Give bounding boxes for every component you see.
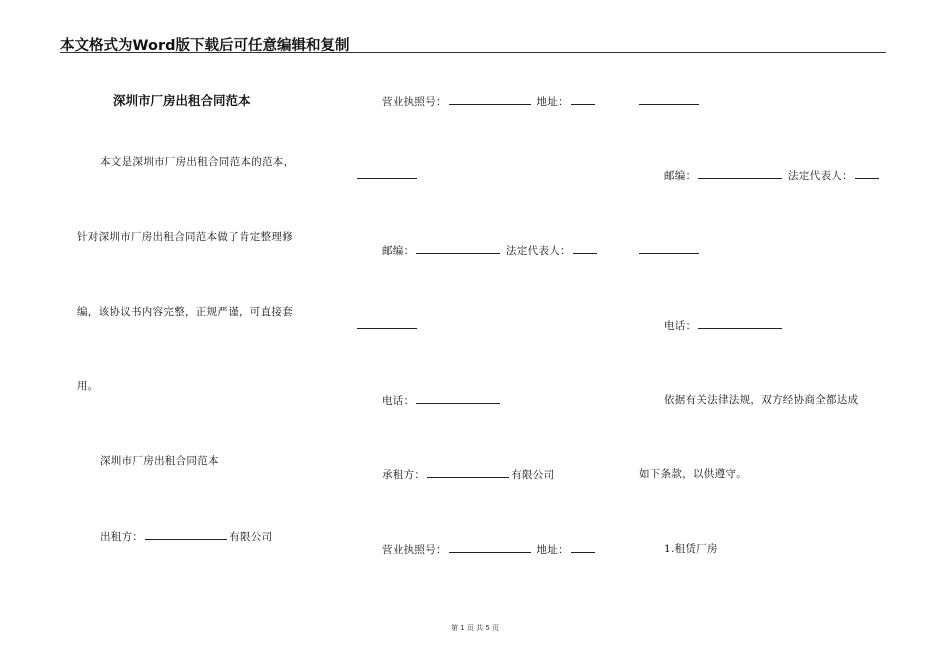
lessee-zip-line <box>664 168 881 183</box>
lessor-name-blank <box>145 529 227 540</box>
document-title: 深圳市厂房出租合同范本 <box>113 93 251 108</box>
phone-label: 电话： <box>664 320 697 332</box>
rep-continuation-blank <box>357 318 417 329</box>
address-continuation-blank <box>357 168 417 179</box>
address-continuation-line <box>357 168 417 183</box>
contract-title: 深圳市厂房出租合同范本 <box>100 455 219 467</box>
address-label: 地址： <box>536 96 569 108</box>
zip-label: 邮编： <box>664 170 697 182</box>
phone-blank <box>698 318 782 329</box>
license-label: 营业执照号： <box>382 544 447 556</box>
lessor-phone-line <box>382 393 502 408</box>
rep-blank <box>573 243 597 254</box>
lessee-phone-line <box>664 318 784 333</box>
item-1-heading: 1.租赁厂房 <box>664 543 718 555</box>
lessor-license-line <box>382 94 597 109</box>
zip-blank <box>698 168 782 179</box>
intro-line-3: 编，该协议书内容完整，正规严谨，可直接套 <box>77 306 293 318</box>
zip-blank <box>416 243 500 254</box>
lessor-label: 出租方： <box>100 531 144 543</box>
address-blank <box>571 94 595 105</box>
lessee-line <box>382 467 554 482</box>
lessor-line <box>100 529 272 544</box>
lessee-license-line <box>382 542 597 557</box>
address-continuation-blank <box>639 94 699 105</box>
clause-line-1: 依据有关法律法规，双方经协商全都达成 <box>664 394 859 406</box>
lessee-suffix: 有限公司 <box>511 469 555 481</box>
phone-label: 电话： <box>382 395 415 407</box>
rep-continuation-blank <box>639 243 699 254</box>
lessee-label: 承租方： <box>382 469 426 481</box>
header-rule <box>60 52 886 53</box>
page-header-title: 本文格式为Word版下载后可任意编辑和复制 <box>60 38 350 54</box>
rep-blank <box>855 168 879 179</box>
intro-line-1: 本文是深圳市厂房出租合同范本的范本， <box>100 156 295 168</box>
address-blank <box>571 542 595 553</box>
rep-label: 法定代表人： <box>506 245 571 257</box>
address-continuation-line <box>639 94 699 109</box>
license-blank <box>449 94 531 105</box>
license-label: 营业执照号： <box>382 96 447 108</box>
rep-continuation-line <box>357 318 417 333</box>
address-label: 地址： <box>536 544 569 556</box>
phone-blank <box>416 393 500 404</box>
lessor-zip-line <box>382 243 599 258</box>
lessor-suffix: 有限公司 <box>229 531 273 543</box>
intro-line-4: 用。 <box>77 380 99 392</box>
license-blank <box>449 542 531 553</box>
clause-line-2: 如下条款，以供遵守。 <box>639 468 747 480</box>
zip-label: 邮编： <box>382 245 415 257</box>
lessee-name-blank <box>427 467 509 478</box>
rep-continuation-line <box>639 243 699 258</box>
rep-label: 法定代表人： <box>788 170 853 182</box>
intro-line-2: 针对深圳市厂房出租合同范本做了肯定整理修 <box>77 231 293 243</box>
page-number: 第 1 页 共 5 页 <box>450 624 500 632</box>
